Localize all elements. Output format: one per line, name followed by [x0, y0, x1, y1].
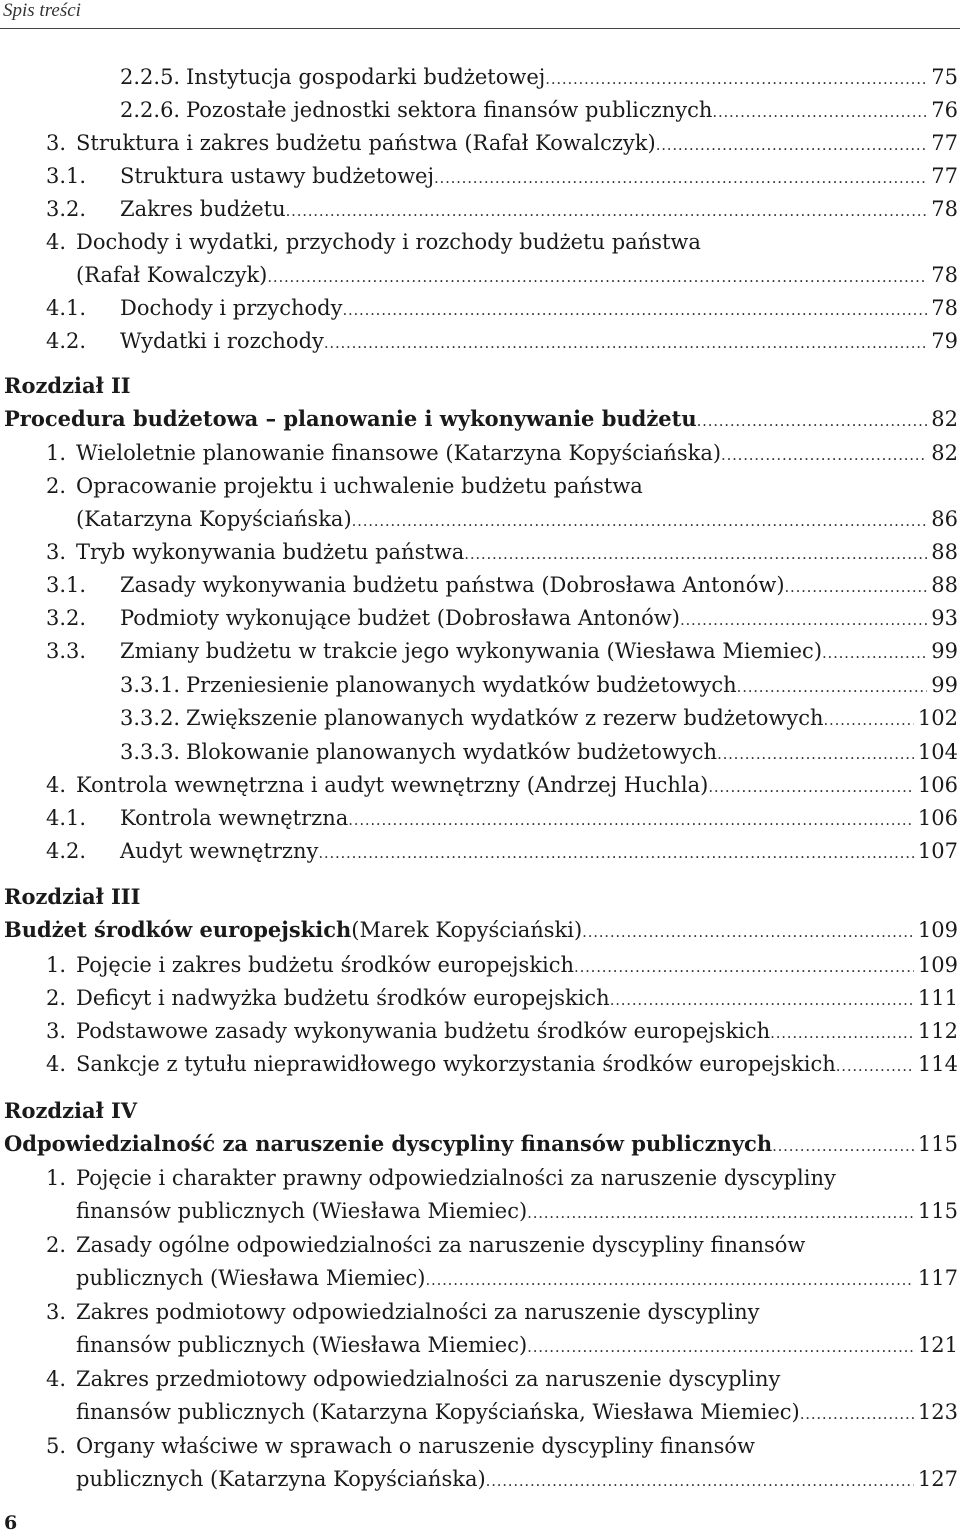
- toc-entry-page: 111: [917, 986, 958, 1010]
- toc-entry: [46, 1297, 958, 1327]
- dot-leader: [800, 1397, 914, 1429]
- dot-leader: [286, 194, 928, 226]
- toc-entry-page: 78: [931, 197, 958, 221]
- toc-entry-page: 82: [931, 441, 958, 465]
- toc-entry-page: 99: [931, 639, 958, 663]
- toc-entry-title: Dochody i przychody: [120, 296, 343, 320]
- toc-entry-title: publicznych (Katarzyna Kopyściańska): [76, 1467, 486, 1491]
- toc-entry-number: 4.1.: [46, 806, 87, 830]
- toc-entry-number: 3.: [46, 540, 67, 564]
- toc-entry-page: 79: [931, 329, 958, 353]
- toc-entry-title: Organy właściwe w sprawach o naruszenie dyscypliny finansów: [76, 1434, 755, 1458]
- toc-entry: [4, 882, 958, 912]
- dot-leader: [697, 404, 928, 436]
- dot-leader: [824, 703, 914, 735]
- toc-entry-number: 4.: [46, 230, 67, 254]
- toc-entry: [120, 703, 958, 733]
- toc-entry-title: Zwiększenie planowanych wydatków z rezerw budżetowych: [186, 706, 824, 730]
- toc-entry-number: 3.: [46, 1019, 67, 1043]
- toc-entry-author: (Marek Kopyściański): [351, 918, 583, 942]
- dot-leader: [318, 836, 914, 868]
- toc-entry-page: 112: [917, 1019, 958, 1043]
- toc-entry-title: Kontrola wewnętrzna: [120, 806, 349, 830]
- toc-entry-title: Zasady wykonywania budżetu państwa (Dobrosława Antonów): [120, 573, 785, 597]
- toc-entry-page: 121: [917, 1333, 958, 1357]
- toc-entry-number: 3.3.2.: [120, 706, 181, 730]
- dot-leader: [582, 915, 914, 947]
- toc-entry-number: 3.2.: [46, 197, 87, 221]
- dot-leader: [527, 1196, 914, 1228]
- dot-leader: [610, 983, 914, 1015]
- toc-entry-number: 3.: [46, 1300, 67, 1324]
- toc-entry: [120, 737, 958, 767]
- toc-entry-title: Audyt wewnętrzny: [120, 839, 319, 863]
- chapter-heading: Rozdział III: [4, 884, 141, 909]
- toc-entry-title: (Katarzyna Kopyściańska): [76, 507, 352, 531]
- toc-entry-page: 104: [917, 740, 958, 764]
- dot-leader: [785, 570, 928, 602]
- toc-entry: [46, 438, 958, 468]
- toc-entry-page: 115: [917, 1199, 958, 1223]
- toc-entry-title: Zakres budżetu: [120, 197, 286, 221]
- toc-entry-page: 115: [917, 1132, 958, 1156]
- dot-leader: [737, 670, 928, 702]
- toc-entry-title: Dochody i wydatki, przychody i rozchody budżetu państwa: [76, 230, 701, 254]
- toc-entry: [76, 504, 958, 534]
- toc-entry: [76, 1263, 958, 1293]
- toc-entry-title: Odpowiedzialność za naruszenie dyscypliny finansów publicznych: [4, 1131, 773, 1156]
- toc-entry: [46, 1431, 958, 1461]
- toc-entry: [4, 1129, 958, 1159]
- toc-entry-title: Deficyt i nadwyżka budżetu środków europejskich: [76, 986, 610, 1010]
- toc-entry-title: Kontrola wewnętrzna i audyt wewnętrzny (Andrzej Huchla): [76, 773, 709, 797]
- toc-entry: [46, 603, 958, 633]
- toc-entry-page: 102: [917, 706, 958, 730]
- toc-entry-title: Struktura i zakres budżetu państwa (Rafał Kowalczyk): [76, 131, 656, 155]
- toc-entry: [46, 636, 958, 666]
- toc-entry-title: Wieloletnie planowanie finansowe (Katarzyna Kopyściańska): [76, 441, 722, 465]
- dot-leader: [708, 770, 914, 802]
- toc-entry-page: 106: [917, 806, 958, 830]
- toc-entry-number: 3.: [46, 131, 67, 155]
- dot-leader: [342, 293, 927, 325]
- toc-entry: [46, 983, 958, 1013]
- toc-entry: [46, 471, 958, 501]
- toc-entry: [120, 670, 958, 700]
- toc-entry: [76, 1464, 958, 1494]
- toc-entry-page: 106: [917, 773, 958, 797]
- toc-entry-number: 4.: [46, 773, 67, 797]
- toc-entry-title: Wydatki i rozchody: [120, 329, 324, 353]
- toc-entry-title: finansów publicznych (Wiesława Miemiec): [76, 1333, 528, 1357]
- toc-entry: [46, 770, 958, 800]
- toc-entry: [46, 803, 958, 833]
- toc-entry-title: Budżet środków europejskich: [4, 917, 352, 942]
- toc-entry-page: 127: [917, 1467, 958, 1491]
- dot-leader: [822, 636, 927, 668]
- toc-entry-title: Zakres podmiotowy odpowiedzialności za naruszenie dyscypliny: [76, 1300, 760, 1324]
- toc-entry: [46, 1163, 958, 1193]
- chapter-heading: Rozdział IV: [4, 1098, 138, 1123]
- toc-entry-number: 2.: [46, 1233, 67, 1257]
- dot-leader: [352, 504, 928, 536]
- toc-entry-number: 3.1.: [46, 573, 87, 597]
- page-number: 6: [4, 1512, 18, 1534]
- dot-leader: [656, 128, 928, 160]
- toc-entry-page: 107: [917, 839, 958, 863]
- toc-entry: [46, 950, 958, 980]
- toc-entry-page: 82: [931, 407, 958, 431]
- toc-entry: [46, 537, 958, 567]
- toc-entry-page: 76: [931, 98, 958, 122]
- dot-leader: [348, 803, 914, 835]
- toc-entry-number: 2.: [46, 474, 67, 498]
- toc-entry-page: 123: [917, 1400, 958, 1424]
- toc-entry: [46, 194, 958, 224]
- toc-entry-title: Pojęcie i zakres budżetu środków europejskich: [76, 953, 575, 977]
- toc-entry-page: 86: [931, 507, 958, 531]
- toc-entry-number: 4.: [46, 1367, 67, 1391]
- toc-entry-number: 3.3.3.: [120, 740, 181, 764]
- dot-leader: [717, 737, 914, 769]
- toc-entry: [46, 161, 958, 191]
- chapter-heading: Rozdział II: [4, 373, 131, 398]
- toc-entry-number: 4.2.: [46, 839, 87, 863]
- toc-entry-page: 88: [931, 573, 958, 597]
- toc-entry: [46, 293, 958, 323]
- dot-leader: [464, 537, 927, 569]
- toc-entry-title: Pojęcie i charakter prawny odpowiedzialności za naruszenie dyscypliny: [76, 1166, 836, 1190]
- toc-entry: [4, 1096, 958, 1126]
- toc-entry-page: 114: [917, 1052, 958, 1076]
- toc-entry-number: 1.: [46, 953, 67, 977]
- toc-entry-title: Blokowanie planowanych wydatków budżetowych: [186, 740, 718, 764]
- toc-entry-page: 77: [931, 131, 958, 155]
- toc-entry: [76, 1397, 958, 1427]
- toc-entry-number: 3.3.1.: [120, 673, 181, 697]
- dot-leader: [434, 161, 927, 193]
- toc-entry-title: Przeniesienie planowanych wydatków budżetowych: [186, 673, 737, 697]
- toc-entry-title: finansów publicznych (Wiesława Miemiec): [76, 1199, 528, 1223]
- toc-entry-title: publicznych (Wiesława Miemiec): [76, 1266, 426, 1290]
- toc-entry-number: 1.: [46, 1166, 67, 1190]
- toc-entry: [76, 260, 958, 290]
- dot-leader: [721, 438, 927, 470]
- toc-entry-number: 2.2.5.: [120, 65, 181, 89]
- toc-entry-number: 4.1.: [46, 296, 87, 320]
- toc-entry-title: Struktura ustawy budżetowej: [120, 164, 434, 188]
- toc-entry-title: Pozostałe jednostki sektora finansów publicznych: [186, 98, 713, 122]
- toc-entry-page: 109: [917, 918, 958, 942]
- toc-entry: [46, 326, 958, 356]
- toc-entry-page: 117: [917, 1266, 958, 1290]
- toc-entry-number: 3.1.: [46, 164, 87, 188]
- dot-leader: [486, 1464, 914, 1496]
- toc-entry-number: 3.2.: [46, 606, 87, 630]
- running-header: Spis treści: [3, 0, 81, 21]
- toc-entry: [46, 836, 958, 866]
- toc-entry: [120, 62, 958, 92]
- dot-leader: [574, 950, 914, 982]
- toc-entry: [46, 1049, 958, 1079]
- toc-entry-page: 78: [931, 263, 958, 287]
- toc-entry: [4, 404, 958, 434]
- toc-entry-title: Zmiany budżetu w trakcie jego wykonywania (Wiesława Miemiec): [120, 639, 823, 663]
- toc-entry-title: Instytucja gospodarki budżetowej: [186, 65, 546, 89]
- toc-entry-page: 109: [917, 953, 958, 977]
- toc-entry-number: 1.: [46, 441, 67, 465]
- toc-entry: [120, 95, 958, 125]
- toc-entry: [76, 1196, 958, 1226]
- toc-entry-number: 2.: [46, 986, 67, 1010]
- toc-entry: [46, 570, 958, 600]
- toc-entry: [46, 227, 958, 257]
- toc-entry: [46, 1230, 958, 1260]
- toc-entry-page: 78: [931, 296, 958, 320]
- toc-entry: [4, 915, 958, 945]
- toc-entry-title: Opracowanie projektu i uchwalenie budżetu państwa: [76, 474, 643, 498]
- toc-entry: [46, 128, 958, 158]
- toc-entry: [4, 371, 958, 401]
- dot-leader: [324, 326, 927, 358]
- toc-entry-title: (Rafał Kowalczyk): [76, 263, 268, 287]
- dot-leader: [770, 1016, 914, 1048]
- toc-entry-number: 4.: [46, 1052, 67, 1076]
- toc-entry-title: Podmioty wykonujące budżet (Dobrosława Antonów): [120, 606, 680, 630]
- dot-leader: [680, 603, 927, 635]
- toc-entry: [46, 1364, 958, 1394]
- toc-entry-title: Sankcje z tytułu nieprawidłowego wykorzystania środków europejskich: [76, 1052, 836, 1076]
- dot-leader: [772, 1129, 914, 1161]
- toc-entry: [76, 1330, 958, 1360]
- dot-leader: [545, 62, 927, 94]
- toc-entry-number: 5.: [46, 1434, 67, 1458]
- toc-entry-number: 3.3.: [46, 639, 87, 663]
- toc-entry-title: Podstawowe zasady wykonywania budżetu środków europejskich: [76, 1019, 771, 1043]
- toc-entry-number: 4.2.: [46, 329, 87, 353]
- toc-entry-page: 93: [931, 606, 958, 630]
- dot-leader: [712, 95, 927, 127]
- toc-entry-title: Tryb wykonywania budżetu państwa: [76, 540, 465, 564]
- toc-entry-title: finansów publicznych (Katarzyna Kopyściańska, Wiesława Miemiec): [76, 1400, 800, 1424]
- toc-entry-title: Zakres przedmiotowy odpowiedzialności za naruszenie dyscypliny: [76, 1367, 781, 1391]
- dot-leader: [527, 1330, 914, 1362]
- toc-entry-page: 75: [931, 65, 958, 89]
- toc-entry-number: 2.2.6.: [120, 98, 181, 122]
- toc-entry-title: Procedura budżetowa – planowanie i wykonywanie budżetu: [4, 406, 697, 431]
- toc-entry-page: 88: [931, 540, 958, 564]
- dot-leader: [836, 1049, 914, 1081]
- toc-entry-page: 77: [931, 164, 958, 188]
- dot-leader: [426, 1263, 914, 1295]
- toc-entry-page: 99: [931, 673, 958, 697]
- toc-entry-title: Zasady ogólne odpowiedzialności za naruszenie dyscypliny finansów: [76, 1233, 806, 1257]
- dot-leader: [267, 260, 927, 292]
- toc-entry: [46, 1016, 958, 1046]
